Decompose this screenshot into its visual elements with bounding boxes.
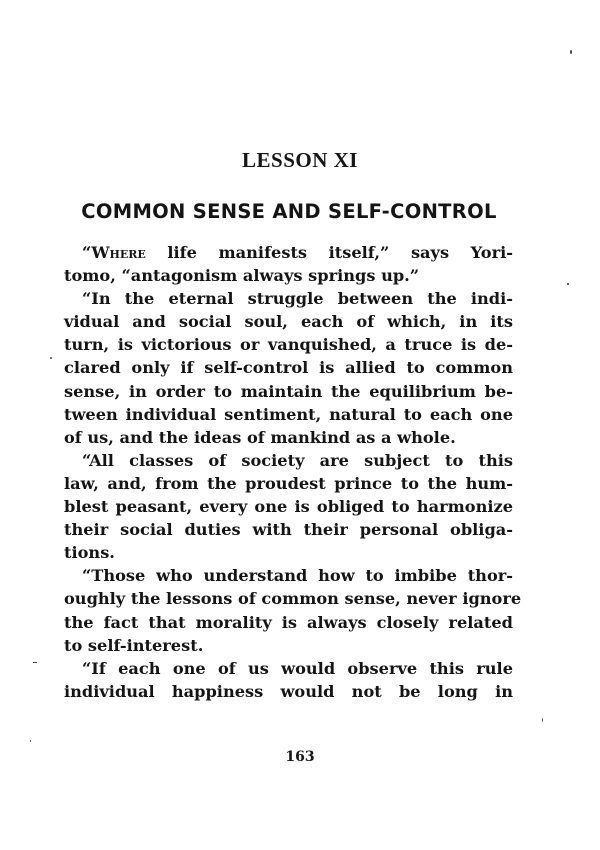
page-number: 163 (285, 749, 315, 765)
text-line: tions. (64, 543, 115, 563)
body-text (64, 241, 522, 703)
text-line: clared only if self-control is allied to common (64, 358, 513, 378)
text-line: sense, in order to maintain the equilibrium be- (64, 381, 513, 401)
scan-speck (30, 740, 31, 742)
paragraph-first-line: “All classes of society are subject to this (82, 450, 513, 470)
text-line: vidual and social soul, each of which, in its (64, 312, 513, 332)
small-caps-opening-word: Where (91, 243, 146, 262)
text-line: turn, is victorious or vanquished, a truce is de- (64, 335, 513, 355)
text-line: of us, and the ideas of mankind as a whole. (64, 427, 456, 447)
paragraph-first-line: “Those who understand how to imbibe thor- (82, 566, 513, 586)
chapter-title: COMMON SENSE AND SELF-CONTROL (81, 200, 497, 223)
paragraph-first-line: “In the eternal struggle between the indi- (82, 289, 513, 309)
scan-speck (50, 357, 52, 359)
text-line: blest peasant, every one is obliged to harmonize (64, 497, 513, 517)
paragraph-first-line: “Where life manifests itself,” says Yori- (82, 243, 513, 262)
scan-speck (542, 718, 543, 722)
scan-speck (567, 283, 569, 285)
text-line: their social duties with their personal obliga- (64, 520, 513, 540)
text-line: to self-interest. (64, 635, 204, 655)
lesson-number: LESSON XI (242, 148, 358, 172)
text-line: law, and, from the proudest prince to the hum- (64, 473, 513, 493)
paragraph-first-line: “If each one of us would observe this rule (82, 658, 513, 678)
scan-speck (33, 662, 37, 663)
scan-speck (570, 50, 572, 54)
text-line: tomo, “antagonism always springs up.” (64, 266, 420, 286)
text-line: tween individual sentiment, natural to each one (64, 404, 513, 424)
text-line: the fact that morality is always closely related (64, 612, 513, 632)
text-line: individual happiness would not be long in (64, 681, 513, 701)
text-line: oughly the lessons of common sense, never ignore (64, 589, 522, 609)
